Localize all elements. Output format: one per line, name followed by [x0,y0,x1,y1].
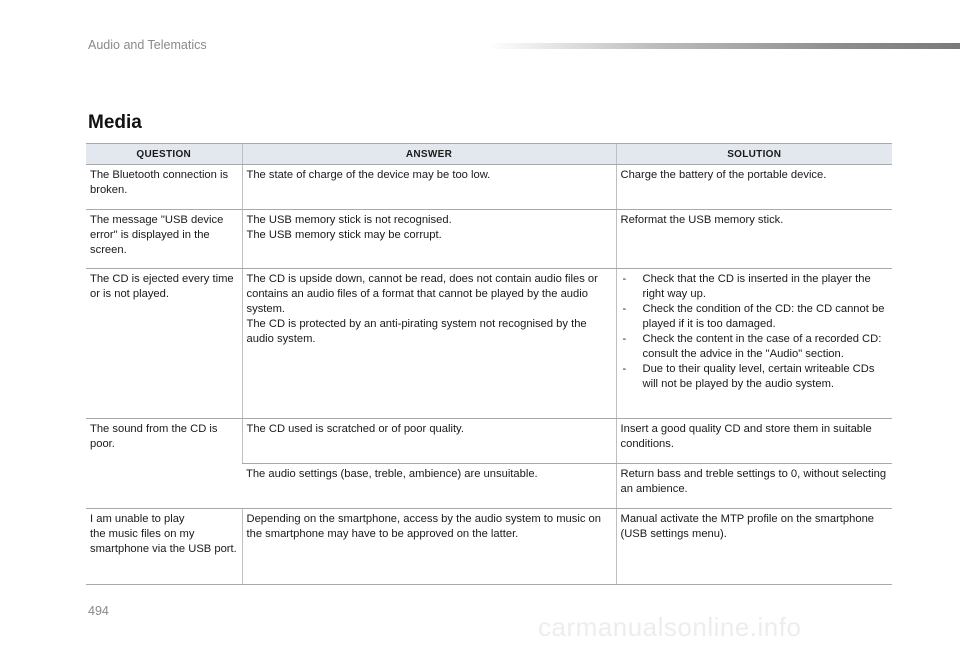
question-cell: The CD is ejected every time or is not played. [86,269,242,419]
table-row [86,419,892,464]
column-header-question: QUESTION [86,144,242,165]
question-cell: The Bluetooth connection is broken. [86,165,242,210]
answer-cell: The audio settings (base, treble, ambience) are unsuitable. [242,464,616,509]
answer-cell: The CD used is scratched or of poor quality. [242,419,616,464]
solution-cell [616,269,892,419]
page-number: 494 [88,604,109,618]
list-item: - Due to their quality level, certain writeable CDs will not be played by the audio system. [621,362,889,392]
list-item: - Check the condition of the CD: the CD cannot be played if it is too damaged. [621,302,889,332]
column-header-answer: ANSWER [242,144,616,165]
list-item: - Check the content in the case of a recorded CD: consult the advice in the "Audio" section. [621,332,889,362]
solution-cell: Return bass and treble settings to 0, without selecting an ambience. [616,464,892,509]
section-title: Audio and Telematics [88,38,207,52]
table-header-row [86,144,892,165]
answer-cell: Depending on the smartphone, access by the audio system to music on the smartphone may have to be approved on the latter. [242,509,616,585]
solution-cell: Charge the battery of the portable device. [616,165,892,210]
table-row [86,165,892,210]
troubleshooting-table [86,143,892,585]
question-cell: I am unable to play the music files on my smartphone via the USB port. [86,509,242,585]
page-heading: Media [88,112,142,133]
answer-cell: The state of charge of the device may be too low. [242,165,616,210]
question-cell: The message "USB device error" is displayed in the screen. [86,210,242,269]
header-bar [488,43,960,49]
solution-cell: Insert a good quality CD and store them in suitable conditions. [616,419,892,464]
table-row [86,210,892,269]
list-item: - Check that the CD is inserted in the player the right way up. [621,272,889,302]
table-row [86,269,892,419]
solution-list [621,272,889,392]
solution-cell: Reformat the USB memory stick. [616,210,892,269]
answer-cell: The USB memory stick is not recognised. The USB memory stick may be corrupt. [242,210,616,269]
question-cell: The sound from the CD is poor. [86,419,242,509]
answer-cell: The CD is upside down, cannot be read, does not contain audio files or contains an audio files of a format that cannot be played by the audio system. The CD is protected by an anti-pirating system not recognised by the audio system. [242,269,616,419]
table-row [86,509,892,585]
watermark: carmanualsonline.info [538,612,802,642]
column-header-solution: SOLUTION [616,144,892,165]
solution-cell: Manual activate the MTP profile on the smartphone (USB settings menu). [616,509,892,585]
